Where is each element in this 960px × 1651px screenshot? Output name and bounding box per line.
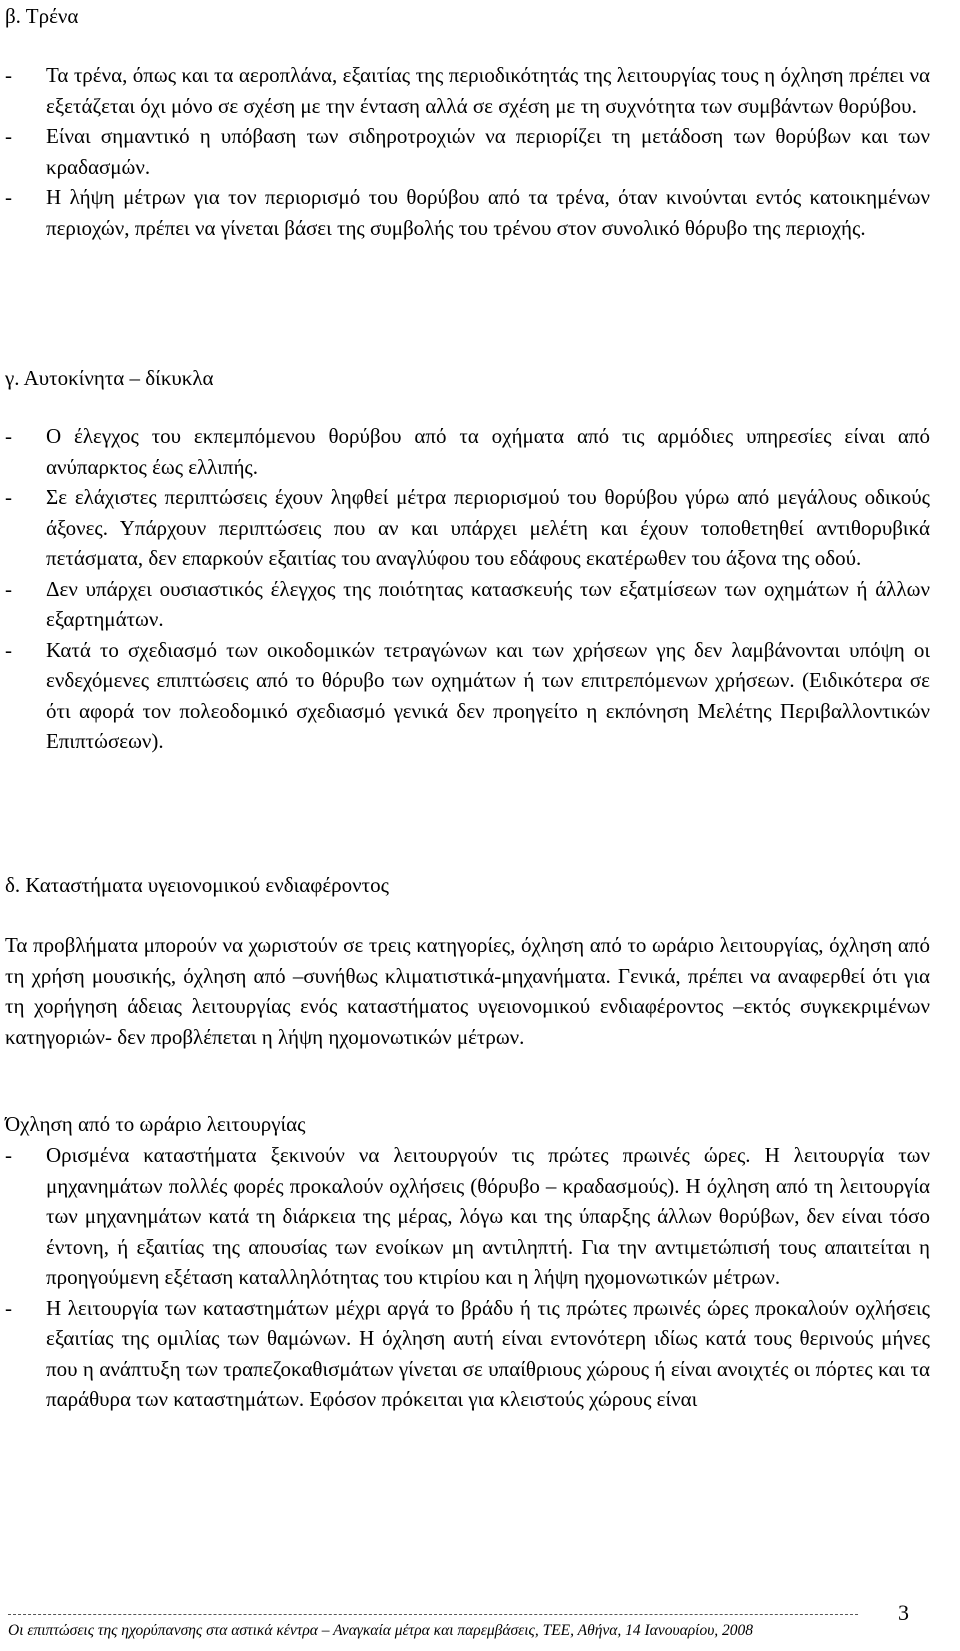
bullet-dash: - [5, 637, 12, 662]
shops-intro-paragraph: Τα προβλήματα μπορούν να χωριστούν σε τρεις κατηγορίες, όχληση από το ωράριο λειτουργίας, όχληση από τη χρήση μουσικής, όχληση από –συνήθως κλιματιστικά-μηχανήματα. Γενικά, πρέπει να αναφερθεί ότι για τη χορήγηση άδειας λειτουργίας ενός καταστήματος υγειονομικού ενδιαφέροντος –εκτός συγκεκριμένων κατηγοριών- δεν προβλέπεται η λήψη ηχομονωτικών μέτρων. [5, 933, 930, 1050]
bullet-dash: - [5, 1143, 12, 1167]
bullet-dash: - [5, 124, 12, 148]
footer-citation: Οι επιπτώσεις της ηχορύπανσης στα αστικά κέντρα – Αναγκαία μέτρα και παρεμβάσεις, ΤΕΕ, Αθήνα, 14 Ιανουαρίου, 2008 [8, 1622, 754, 1639]
list-item: - Ορισμένα καταστήματα ξεκινούν να λειτουργούν τις πρώτες πρωινές ώρες. Η λειτουργία των μηχανημάτων πολλές φορές προκαλούν οχλήσεις (θόρυβο – κραδασμούς). Η όχληση από τη λειτουργία των μηχανημάτων κατά τη διάρκεια της μέρας, λόγω και της ύπαρξης άλλων θορύβων, δεν είναι τόσο έντονη, ή εξαιτίας της απουσίας των ενοίκων μη αντιληπτή. Για την αντιμετώπισή τους απαιτείται η προηγούμενη εξέταση καταλληλότητας του κτιρίου και η λήψη ηχομονωτικών μέτρων. [5, 1140, 930, 1293]
bullet-dash: - [5, 576, 12, 601]
document-page [5, 0, 930, 1651]
list-item: - Τα τρένα, όπως και τα αεροπλάνα, εξαιτίας της περιοδικότητάς της λειτουργίας τους η όχληση πρέπει να εξετάζεται όχι μόνο σε σχέση με την ένταση αλλά σε σχέση με τη συχνότητα των συμβάντων θορύβου. [5, 60, 930, 121]
list-item: - Σε ελάχιστες περιπτώσεις έχουν ληφθεί μέτρα περιορισμού του θορύβου γύρω από μεγάλους οδικούς άξονες. Υπάρχουν περιπτώσεις που αν και υπάρχει μελέτη και έχουν τοποθετηθεί αντιθορυβικά πετάσματα, δεν επαρκούν εξαιτίας του αναγλύφου του εδάφους εκατέρωθεν του άξονα της οδού. [5, 482, 930, 574]
list-item: - Ο έλεγχος του εκπεμπόμενου θορύβου από τα οχήματα από τις αρμόδιες υπηρεσίες είναι από ανύπαρκτος έως ελλιπής. [5, 421, 930, 482]
bullet-dash: - [5, 1295, 12, 1320]
list-item: - Κατά το σχεδιασμό των οικοδομικών τετραγώνων και των χρήσεων γης δεν λαμβάνονται υπόψη οι ενδεχόμενες επιπτώσεις από το θόρυβο των οχημάτων ή των επιτρεπόμενων χρήσεων. (Ειδικότερα σε ότι αφορά τον πολεοδομικό σχεδιασμό γενικά δεν προηγείτο η εκπόνηση Μελέτης Περιβαλλοντικών Επιπτώσεων). [5, 635, 930, 757]
footer-divider [8, 1614, 858, 1615]
bullet-dash: - [5, 485, 12, 509]
list-item: - Η λειτουργία των καταστημάτων μέχρι αργά το βράδυ ή τις πρώτες πρωινές ώρες προκαλούν οχλήσεις εξαιτίας της ομιλίας των θαμώνων. Η όχληση αυτή είναι εντονότερη ιδίως κατά τους θερινούς μήνες που η ανάπτυξη των τραπεζοκαθισμάτων γίνεται σε υπαίθριους χώρους ή είναι ανοιχτές οι πόρτες και τα παράθυρα των καταστημάτων. Εφόσον πρόκειται για κλειστούς χώρους είναι [5, 1293, 930, 1415]
bullet-dash: - [5, 63, 12, 87]
subheading-opening-hours: Όχληση από το ωράριο λειτουργίας [5, 1112, 306, 1136]
page-number: 3 [898, 1600, 909, 1625]
vehicles-bullet-list [5, 421, 930, 757]
bullet-dash: - [5, 185, 12, 209]
list-item: - Η λήψη μέτρων για τον περιορισμό του θορύβου από τα τρένα, όταν κινούνται εντός κατοικημένων περιοχών, πρέπει να γίνεται βάσει της συμβολής του τρένου στον συνολικό θόρυβο της περιοχής. [5, 182, 930, 243]
section-heading-vehicles: γ. Αυτοκίνητα – δίκυκλα [5, 366, 214, 390]
list-item: - Είναι σημαντικό η υπόβαση των σιδηροτροχιών να περιορίζει τη μετάδοση των θορύβων και των κραδασμών. [5, 121, 930, 182]
trains-bullet-list [5, 60, 930, 243]
section-heading-trains: β. Τρένα [5, 4, 79, 28]
shops-bullet-list [5, 1140, 930, 1415]
list-item: - Δεν υπάρχει ουσιαστικός έλεγχος της ποιότητας κατασκευής των εξατμίσεων των οχημάτων ή άλλων εξαρτημάτων. [5, 574, 930, 635]
section-heading-shops: δ. Καταστήματα υγειονομικού ενδιαφέροντος [5, 873, 389, 897]
bullet-dash: - [5, 424, 12, 448]
